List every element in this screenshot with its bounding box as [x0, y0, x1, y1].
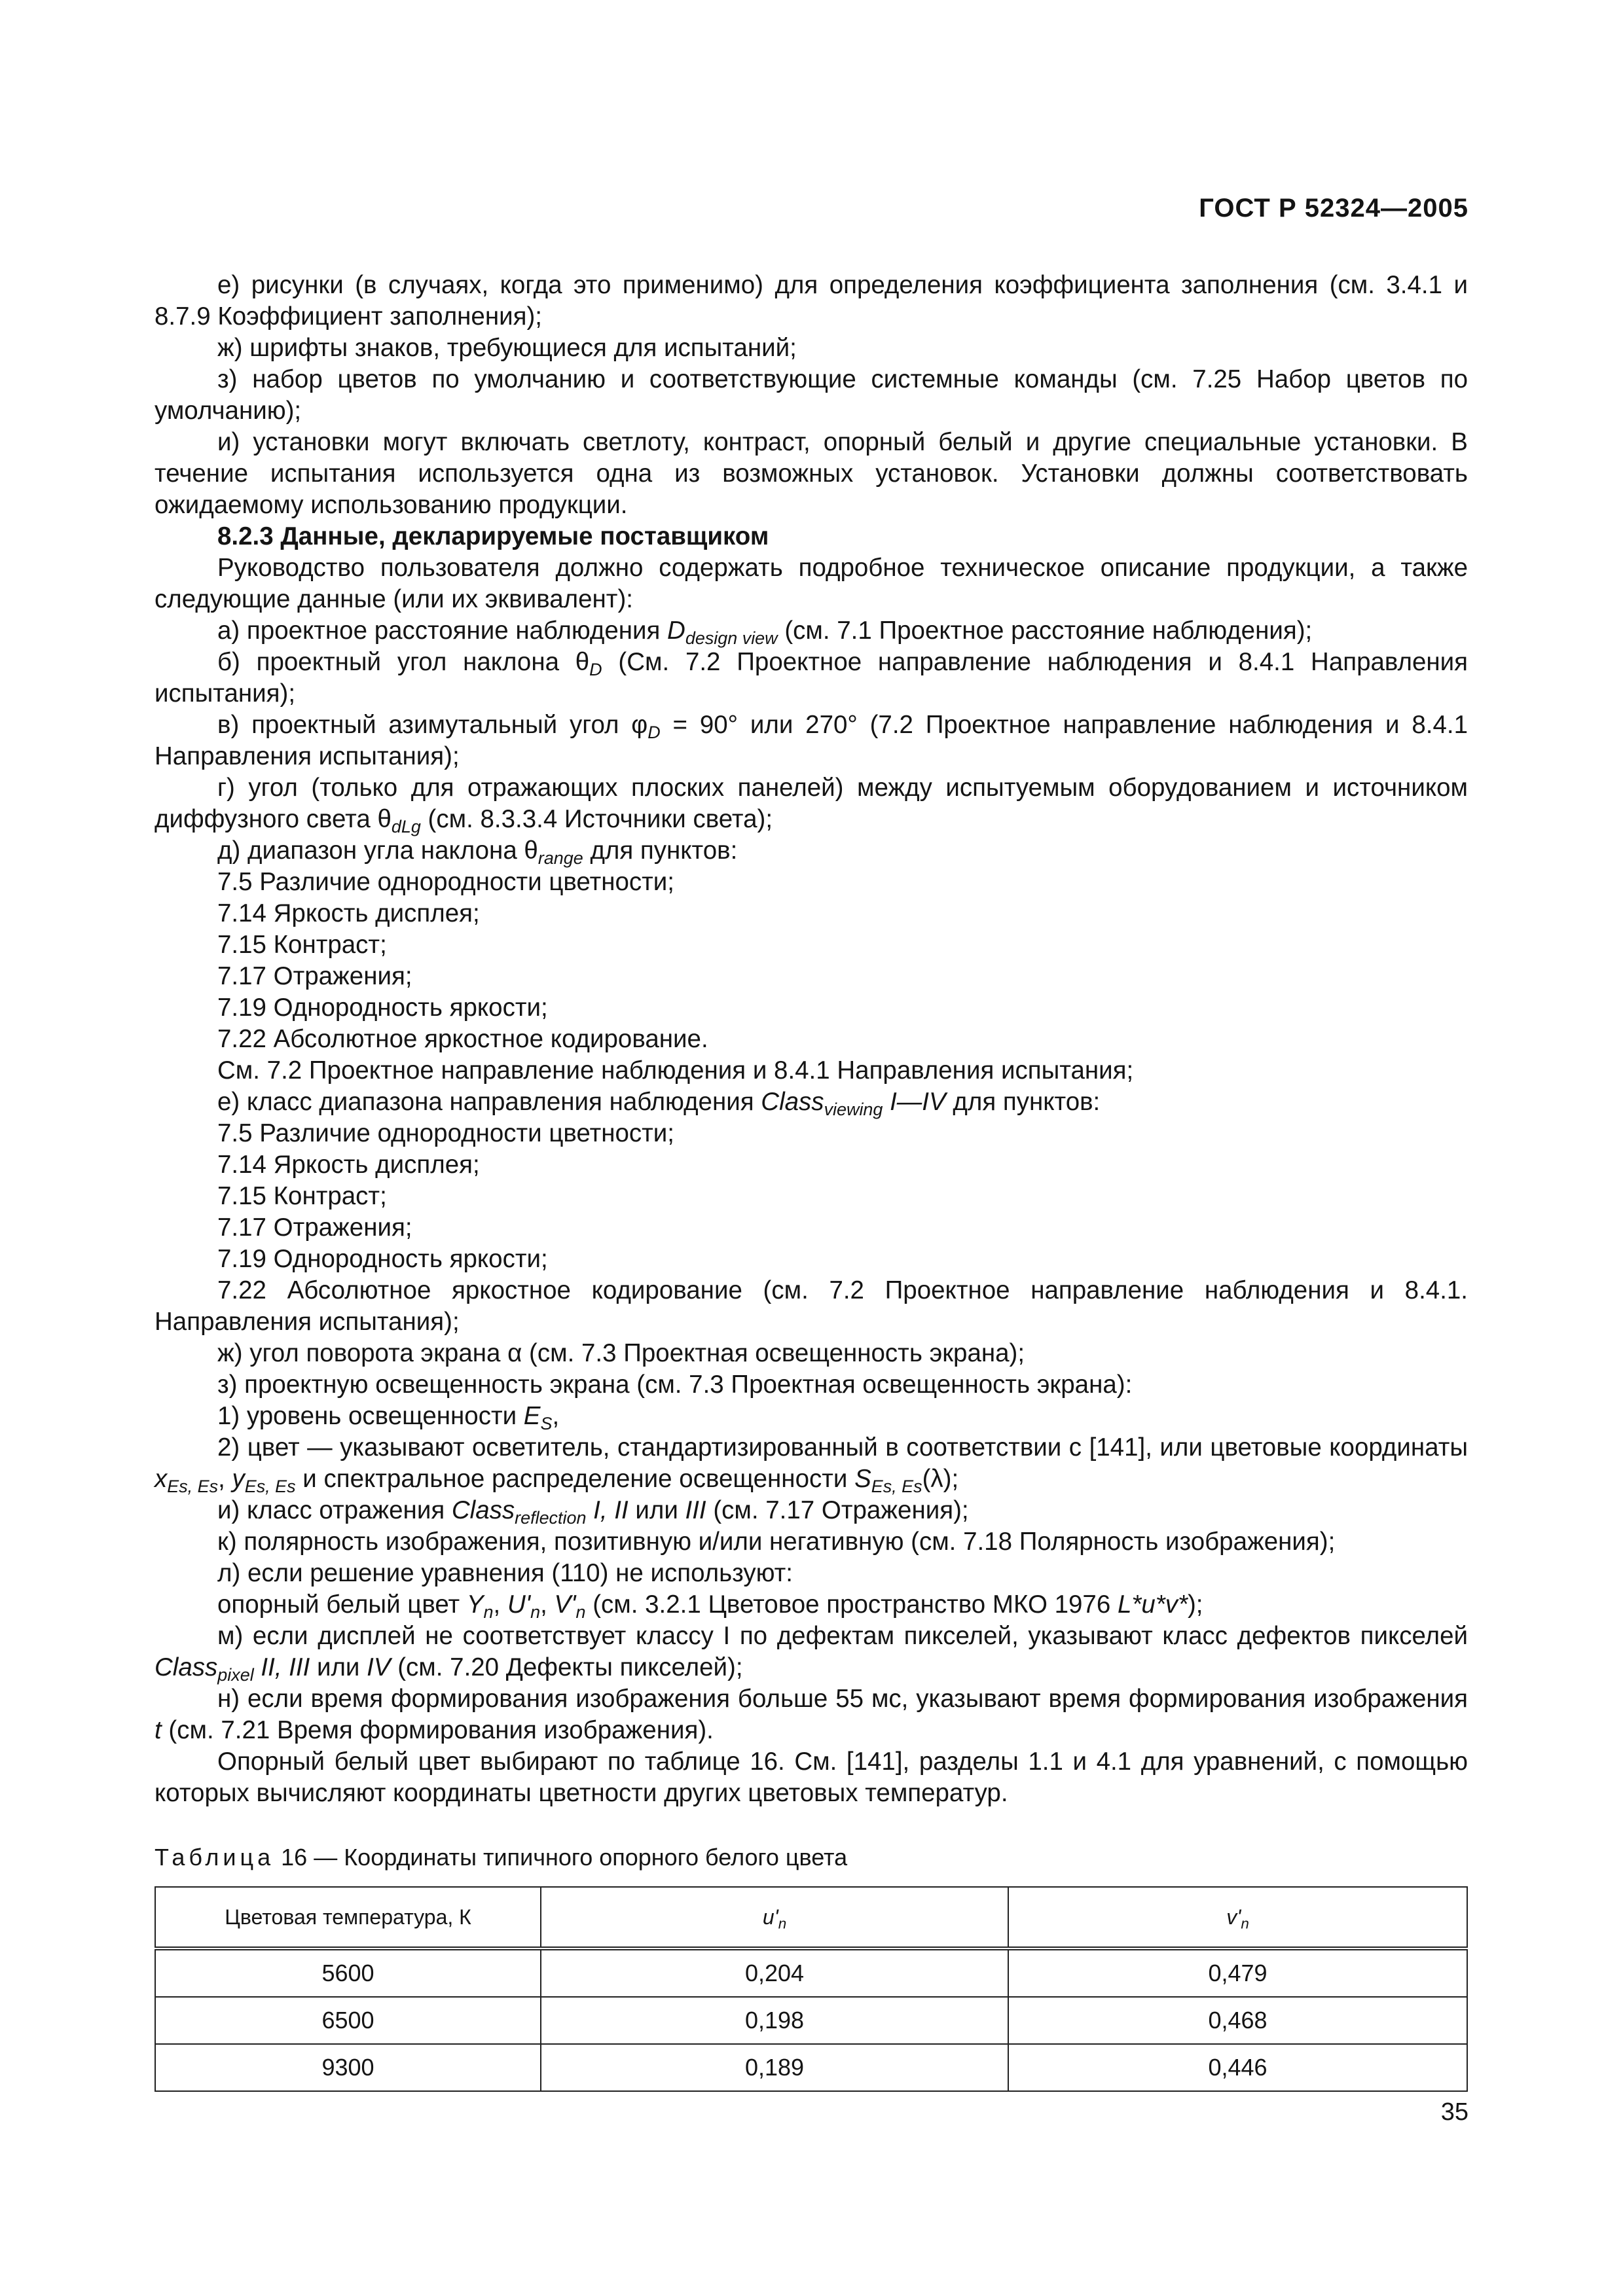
list-item: 7.5 Различие однородности цветности;	[217, 868, 674, 896]
paragraph: и) установки могут включать светлоту, контраст, опорный белый и другие специальные установки. В течение испытания используется одна из возможных установок. Установки должны соответствовать ожидаемому использованию продукции.	[155, 428, 1468, 519]
list-item: 7.14 Яркость дисплея;	[217, 899, 480, 927]
paragraph: 1) уровень освещенности $E_S$,	[217, 1402, 560, 1434]
paragraph: Опорный белый цвет выбирают по таблице 16. См. [141], разделы 1.1 и 4.1 для уравнений, с помощью которых вычисляют координаты цветности других цветовых температур.	[155, 1748, 1468, 1807]
paragraph: е) рисунки (в случаях, когда это применимо) для определения коэффициента заполнения (см. 3.4.1 и 8.7.9 Коэффициент заполнения);	[155, 271, 1468, 331]
paragraph: н) если время формирования изображения больше 55 мс, указывают время формирования изображения t (см. 7.21 Время формирования изображения).	[155, 1685, 1468, 1744]
table-cell: 0,479	[1008, 1948, 1467, 1997]
paragraph: е) класс диапазона направления наблюдения Class$_{viewing}$ I—IV для пунктов:	[217, 1088, 1101, 1120]
paragraph: м) если дисплей не соответствует классу I по дефектам пикселей, указывают класс дефектов пикселей Class$_{pixel}$ II, III или IV (см. 7.20 Дефекты пикселей);	[155, 1622, 1468, 1685]
paragraph: г) угол (только для отражающих плоских панелей) между испытуемым оборудованием и источником диффузного света $\theta_{dLg}$ (см. 8.3.3.4 Источники света);	[155, 774, 1468, 837]
section-heading: 8.2.3 Данные, декларируемые поставщиком	[217, 522, 769, 550]
paragraph: б) проектный угол наклона $\theta_D$ (См. 7.2 Проектное направление наблюдения и 8.4.1 Направления испытания);	[155, 648, 1468, 708]
table-cell: 0,204	[541, 1948, 1008, 1997]
body-text	[155, 270, 1468, 1809]
table-cell: 0,446	[1008, 2044, 1467, 2091]
column-header: $v'_n$	[1008, 1887, 1467, 1948]
list-item: 7.19 Однородность яркости;	[217, 994, 548, 1022]
table-cell: 9300	[155, 2044, 541, 2091]
reference-white-table	[155, 1886, 1468, 2092]
paragraph: и) класс отражения Class$_{reflection}$ I, II или III (см. 7.17 Отражения);	[217, 1496, 969, 1528]
paragraph: к) полярность изображения, позитивную и/или негативную (см. 7.18 Полярность изображения);	[217, 1528, 1336, 1556]
paragraph: ж) угол поворота экрана α (см. 7.3 Проектная освещенность экрана);	[217, 1339, 1025, 1367]
list-item: 7.15 Контраст;	[217, 931, 387, 959]
paragraph: опорный белый цвет $Y_n$, $U'_n$, $V'_n$ (см. 3.2.1 Цветовое пространство МКО 1976 L*u*v*);	[217, 1590, 1203, 1623]
table-cell: 6500	[155, 1997, 541, 2044]
paragraph: а) проектное расстояние наблюдения $D_{design view}$ (см. 7.1 Проектное расстояние наблюдения);	[217, 617, 1313, 649]
list-item: 7.5 Различие однородности цветности;	[217, 1119, 674, 1147]
paragraph: ж) шрифты знаков, требующиеся для испытаний;	[217, 334, 797, 362]
paragraph: в) проектный азимутальный угол $\varphi_D = 90^\circ$ или 270° (7.2 Проектное направление наблюдения и 8.4.1 Направления испытания);	[155, 711, 1468, 770]
column-header: $u'_n$	[541, 1887, 1008, 1948]
list-item: 7.14 Яркость дисплея;	[217, 1151, 480, 1179]
paragraph: д) диапазон угла наклона $\theta_{range}$ для пунктов:	[217, 836, 738, 869]
paragraph: з) набор цветов по умолчанию и соответствующие системные команды (см. 7.25 Набор цветов по умолчанию);	[155, 365, 1468, 425]
paragraph: з) проектную освещенность экрана (см. 7.3 Проектная освещенность экрана):	[217, 1371, 1133, 1399]
table-row	[155, 1948, 1467, 1997]
paragraph: л) если решение уравнения (110) не используют:	[217, 1559, 793, 1587]
table-header-row	[155, 1887, 1467, 1948]
table-row	[155, 2044, 1467, 2091]
paragraph: 7.22 Абсолютное яркостное кодирование (см. 7.2 Проектное направление наблюдения и 8.4.1. Направления испытания);	[155, 1276, 1468, 1336]
table-row	[155, 1997, 1467, 2044]
table-cell: 0,189	[541, 2044, 1008, 2091]
list-item: См. 7.2 Проектное направление наблюдения и 8.4.1 Направления испытания;	[217, 1056, 1134, 1085]
list-item: 7.22 Абсолютное яркостное кодирование.	[217, 1025, 708, 1053]
list-item: 7.17 Отражения;	[217, 1213, 412, 1242]
list-item: 7.17 Отражения;	[217, 962, 412, 990]
table-cell: 0,468	[1008, 1997, 1467, 2044]
page-number: 35	[1440, 2098, 1468, 2126]
table-caption: Таблица 16 — Координаты типичного опорного белого цвета	[155, 1844, 848, 1871]
table-cell: 0,198	[541, 1997, 1008, 2044]
list-item: 7.19 Однородность яркости;	[217, 1245, 548, 1273]
document-id-header: ГОСТ Р 52324—2005	[1199, 194, 1468, 223]
paragraph: 2) цвет — указывают осветитель, стандартизированный в соответствии с [141], или цветовые координаты $x_{Es, Es}$, $y_{Es, Es}$ и спектральное распределение освещенности $S_{Es, Es}(\lambda)$;	[155, 1433, 1468, 1497]
paragraph: Руководство пользователя должно содержать подробное техническое описание продукции, а также следующие данные (или их эквивалент):	[155, 554, 1468, 613]
column-header: Цветовая температура, К	[155, 1887, 541, 1948]
list-item: 7.15 Контраст;	[217, 1182, 387, 1210]
table-cell: 5600	[155, 1948, 541, 1997]
